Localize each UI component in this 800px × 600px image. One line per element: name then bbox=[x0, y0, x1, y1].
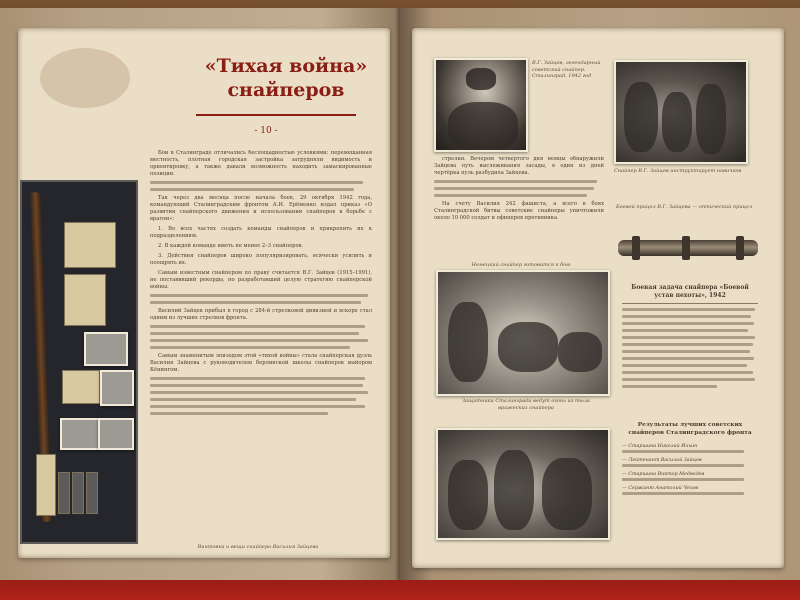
text-line bbox=[150, 377, 365, 380]
figure-shape bbox=[696, 84, 726, 154]
text-line bbox=[150, 384, 363, 387]
body-paragraph: Василий Зайцев прибыл в город с 284-й стрелковой дивизией и вскоре стал одним из лучших стрелков фронта. bbox=[150, 308, 372, 321]
exhibit-photo bbox=[98, 418, 134, 450]
text-line bbox=[434, 187, 594, 190]
group-photo-instruction bbox=[614, 60, 748, 164]
figure-shape bbox=[498, 322, 558, 372]
text-line bbox=[150, 412, 328, 415]
photo-caption: Защитники Сталинграда ведут огонь из тыла вражеских снайпера bbox=[461, 398, 590, 411]
figure-shape bbox=[494, 450, 534, 530]
scope-ring bbox=[736, 236, 744, 260]
text-line bbox=[150, 294, 368, 297]
text-line bbox=[622, 385, 717, 388]
results-item: — Старшина Николай Ильин bbox=[622, 444, 698, 449]
text-line bbox=[150, 325, 365, 328]
body-paragraph: Самым известным снайпером по праву считается В.Г. Зайцев (1915–1991), не поставивший рекорды, но разработавший целую стратегию снайперской войны. bbox=[150, 270, 372, 290]
text-line bbox=[150, 339, 368, 342]
title-line-2: снайперов bbox=[227, 79, 345, 101]
text-line bbox=[622, 343, 753, 346]
box-divider bbox=[622, 303, 758, 304]
figure-shape bbox=[448, 102, 518, 152]
text-line bbox=[622, 322, 754, 325]
text-line bbox=[622, 464, 744, 467]
figure-shape bbox=[662, 92, 692, 152]
text-line bbox=[622, 357, 754, 360]
text-line bbox=[150, 346, 350, 349]
article-title bbox=[186, 54, 386, 102]
title-line-1: «Тихая война» bbox=[204, 55, 368, 77]
body-paragraph: Самым знаменитым эпизодом этой «тихой войны» стала снайперская дуэль Василия Зайцева с руководителем берлинской школы снайперов майором Кёнингом. bbox=[150, 353, 372, 373]
text-line bbox=[150, 405, 365, 408]
body-paragraph: 3. Действия снайперов широко популяризировать, всячески усилить и поощрять их. bbox=[150, 253, 372, 266]
exhibit-photo bbox=[60, 418, 100, 450]
figure-shape bbox=[624, 82, 658, 152]
exhibit-cartridge bbox=[86, 472, 98, 514]
combat-tasks-box bbox=[622, 284, 758, 414]
tasks-box-title: Боевая задача снайпера «Боевой устав пехоты», 1942 bbox=[631, 284, 749, 299]
paper-stain bbox=[40, 48, 130, 108]
text-line bbox=[622, 378, 755, 381]
text-line bbox=[622, 329, 748, 332]
text-line bbox=[150, 301, 361, 304]
right-body-text bbox=[434, 156, 604, 252]
text-line bbox=[150, 391, 368, 394]
body-paragraph: Так через два месяца после начала боев, 29 октября 1942 года, командующий Сталинградским фронтом А.И. Ерёменко издал приказ «О развитии снайперского движения и использовании снайперов в борьбе с врагом»: bbox=[150, 195, 372, 222]
text-line bbox=[434, 180, 597, 183]
body-paragraph: стрелки. Вечером четвертого дня немцы обнаружили Зайцева путь выслеживания засады, в один из дней чертёрка пуль разбудила Зайцева. bbox=[434, 156, 604, 176]
page-number: - 10 - bbox=[254, 126, 278, 136]
body-paragraph: Бои в Сталинграде отличались беспощадностью условиями: перемешанная местность, плотная городская застройка затрудняли видимость и ориентировку, а также давали возможность находить замаскированные позиции. bbox=[150, 150, 372, 177]
results-item: — Старшина Виктор Медведев bbox=[622, 472, 705, 477]
text-line bbox=[622, 371, 753, 374]
figure-shape bbox=[558, 332, 602, 372]
museum-photo-caption: Винтовка и вещи снайпера Василия Зайцева bbox=[197, 544, 319, 550]
text-line bbox=[622, 315, 751, 318]
text-line bbox=[150, 332, 359, 335]
text-line bbox=[622, 336, 755, 339]
portrait-photo-zaitsev bbox=[434, 58, 528, 152]
right-page bbox=[400, 8, 800, 580]
scope-ring bbox=[632, 236, 640, 260]
exhibit-document bbox=[64, 222, 116, 268]
results-list bbox=[622, 443, 758, 495]
exhibit-document bbox=[64, 274, 106, 326]
exhibit-cartridge bbox=[58, 472, 70, 514]
body-paragraph: 1. Во всех частях создать команды снайперов и прикрепить их к подразделениям. bbox=[150, 226, 372, 239]
photo-caption: Снайпер В.Г. Зайцев инструктирует новичков bbox=[614, 168, 742, 174]
left-body-text bbox=[150, 150, 372, 540]
exhibit-photo bbox=[84, 332, 128, 366]
exhibit-cartridge bbox=[72, 472, 84, 514]
results-item: — Лейтенант Василий Зайцев bbox=[622, 458, 702, 463]
sniper-scope-image bbox=[618, 240, 758, 256]
results-title: Результаты лучших советских снайперов Сталинградского фронта bbox=[628, 422, 752, 436]
title-divider bbox=[196, 114, 356, 116]
figure-shape bbox=[542, 458, 592, 530]
sniper-results-box bbox=[622, 422, 758, 562]
results-item: — Сержант Анатолий Чехов bbox=[622, 486, 699, 491]
helmet-shape bbox=[466, 68, 496, 90]
left-page bbox=[0, 8, 400, 580]
scope-ring bbox=[682, 236, 690, 260]
exhibit-document bbox=[62, 370, 100, 404]
text-line bbox=[150, 398, 356, 401]
text-line bbox=[622, 478, 744, 481]
text-line bbox=[622, 450, 744, 453]
text-line bbox=[622, 492, 744, 495]
exhibit-portrait bbox=[100, 370, 134, 406]
text-line bbox=[434, 194, 587, 197]
exhibit-document bbox=[36, 454, 56, 516]
text-line bbox=[622, 350, 750, 353]
body-paragraph: На счету Василия 242 фашиста, а всего в боях Сталинградской битвы советские снайперы уничтожили около 10 000 солдат и офицеров противника. bbox=[434, 201, 604, 221]
figure-shape bbox=[448, 302, 488, 382]
museum-exhibit-photo bbox=[20, 180, 138, 544]
figure-shape bbox=[448, 460, 488, 530]
body-paragraph: 2. В каждой команде иметь не менее 2–3 снайперов. bbox=[158, 243, 304, 249]
text-line bbox=[150, 181, 363, 184]
scope-caption: Боевой прицел В.Г. Зайцева — оптический прицел bbox=[616, 204, 753, 210]
combat-photo-snipers bbox=[436, 270, 610, 396]
text-line bbox=[150, 188, 354, 191]
text-line bbox=[622, 308, 755, 311]
group-photo-soldiers bbox=[436, 428, 610, 540]
text-line bbox=[622, 364, 747, 367]
photo-caption: Немецкий снайпер готовится к бою bbox=[471, 262, 571, 268]
photo-caption: В.Г. Зайцев, легендарный советский снайпер. Сталинград, 1942 год bbox=[532, 60, 601, 79]
